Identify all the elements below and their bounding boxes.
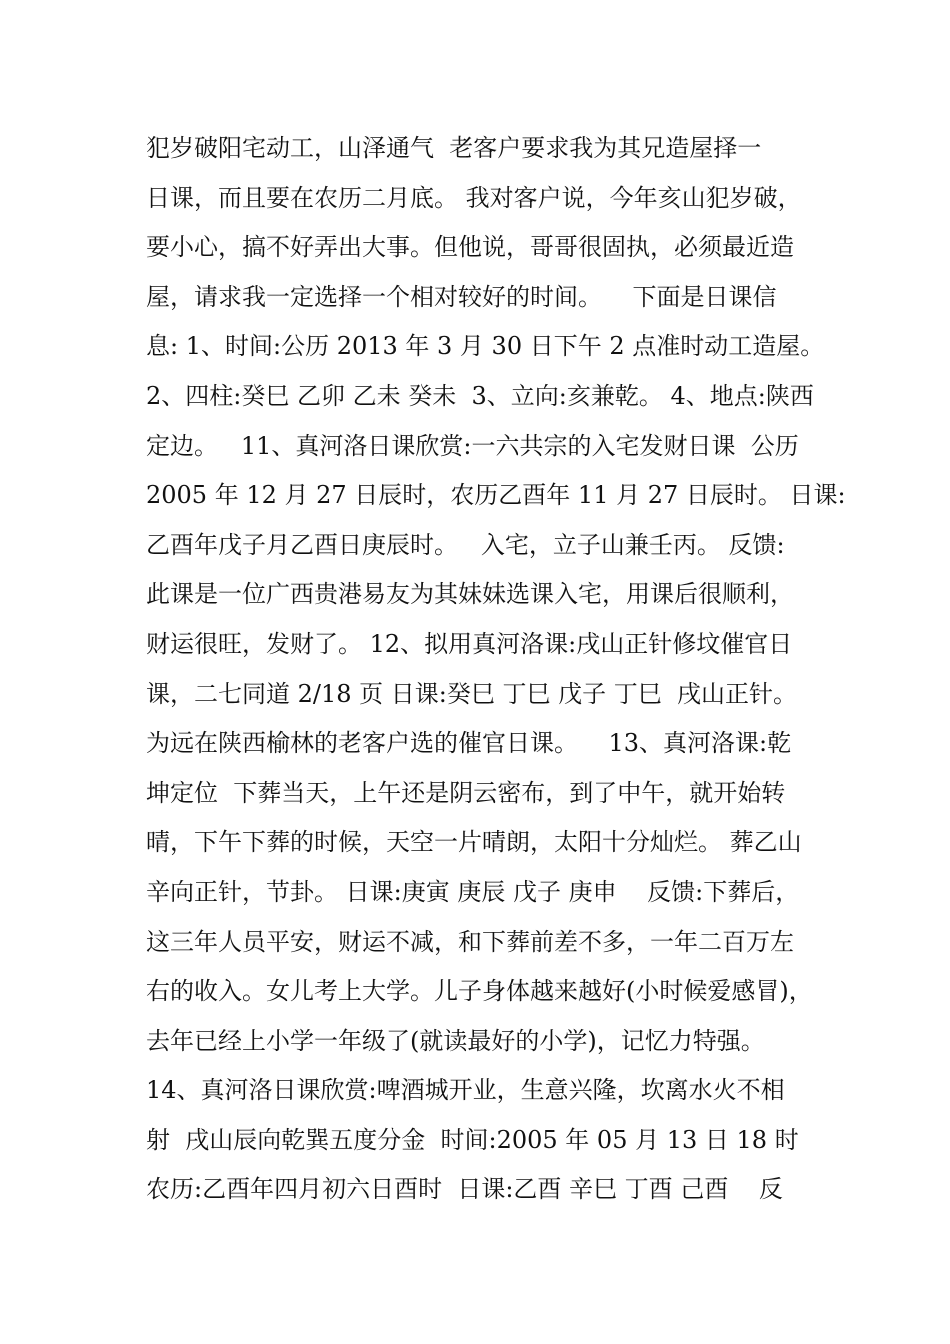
text-line: 要小心，搞不好弄出大事。但他说，哥哥很固执，必须最近造: [146, 233, 794, 262]
text-line: 为远在陕西榆林的老客户选的催官日课。 13、真河洛课:乾: [146, 729, 792, 758]
text-line: 2005 年 12 月 27 日辰时，农历乙酉年 11 月 27 日辰时。 日课:: [146, 481, 846, 510]
text-line: 此课是一位广西贵港易友为其妹妹选课入宅，用课后很顺利，: [146, 580, 794, 609]
text-line: 晴，下午下葬的时候，天空一片晴朗，太阳十分灿烂。 葬乙山: [146, 828, 802, 857]
text-line: 息: 1、时间:公历 2013 年 3 月 30 日下午 2 点准时动工造屋。: [146, 332, 825, 361]
text-line: 2、四柱:癸巳 乙卯 乙未 癸未 3、立向:亥兼乾。 4、地点:陕西: [146, 381, 814, 410]
text-line: 犯岁破阳宅动工，山泽通气 老客户要求我为其兄造屋择一: [146, 134, 762, 162]
text-line: 这三年人员平安，财运不减，和下葬前差不多，一年二百万左: [146, 927, 794, 956]
body-text: [146, 124, 846, 1215]
text-line: 辛向正针，节卦。 日课:庚寅 庚辰 戊子 庚申 反馈:下葬后，: [146, 877, 800, 906]
text-line: 定边。 11、真河洛日课欣赏:一六共宗的入宅发财日课 公历: [146, 431, 799, 460]
text-line: 乙酉年戊子月乙酉日庚辰时。 入宅，立子山兼壬丙。 反馈:: [146, 530, 785, 559]
text-line: 屋，请求我一定选择一个相对较好的时间。 下面是日课信: [146, 282, 777, 311]
text-line: 射 戌山辰向乾巽五度分金 时间:2005 年 05 月 13 日 18 时: [146, 1125, 799, 1154]
text-line: 财运很旺，发财了。 12、拟用真河洛课:戌山正针修坟催官日: [146, 629, 793, 658]
text-line: 日课，而且要在农历二月底。 我对客户说，今年亥山犯岁破，: [146, 183, 802, 212]
text-line: 农历:乙酉年四月初六日酉时 日课:乙酉 辛巳 丁酉 己酉 反: [146, 1175, 783, 1204]
text-line: 右的收入。女儿考上大学。儿子身体越来越好(小时候爱感冒)，: [146, 977, 813, 1006]
text-line: 课，二七同道 2/18 页 日课:癸巳 丁巳 戊子 丁巳 戌山正针。: [146, 679, 798, 708]
text-line: 去年已经上小学一年级了(就读最好的小学)，记忆力特强。: [146, 1026, 765, 1055]
text-line: 14、真河洛日课欣赏:啤酒城开业，生意兴隆，坎离水火不相: [146, 1076, 785, 1105]
text-line: 坤定位 下葬当天，上午还是阴云密布，到了中午，就开始转: [146, 778, 786, 807]
